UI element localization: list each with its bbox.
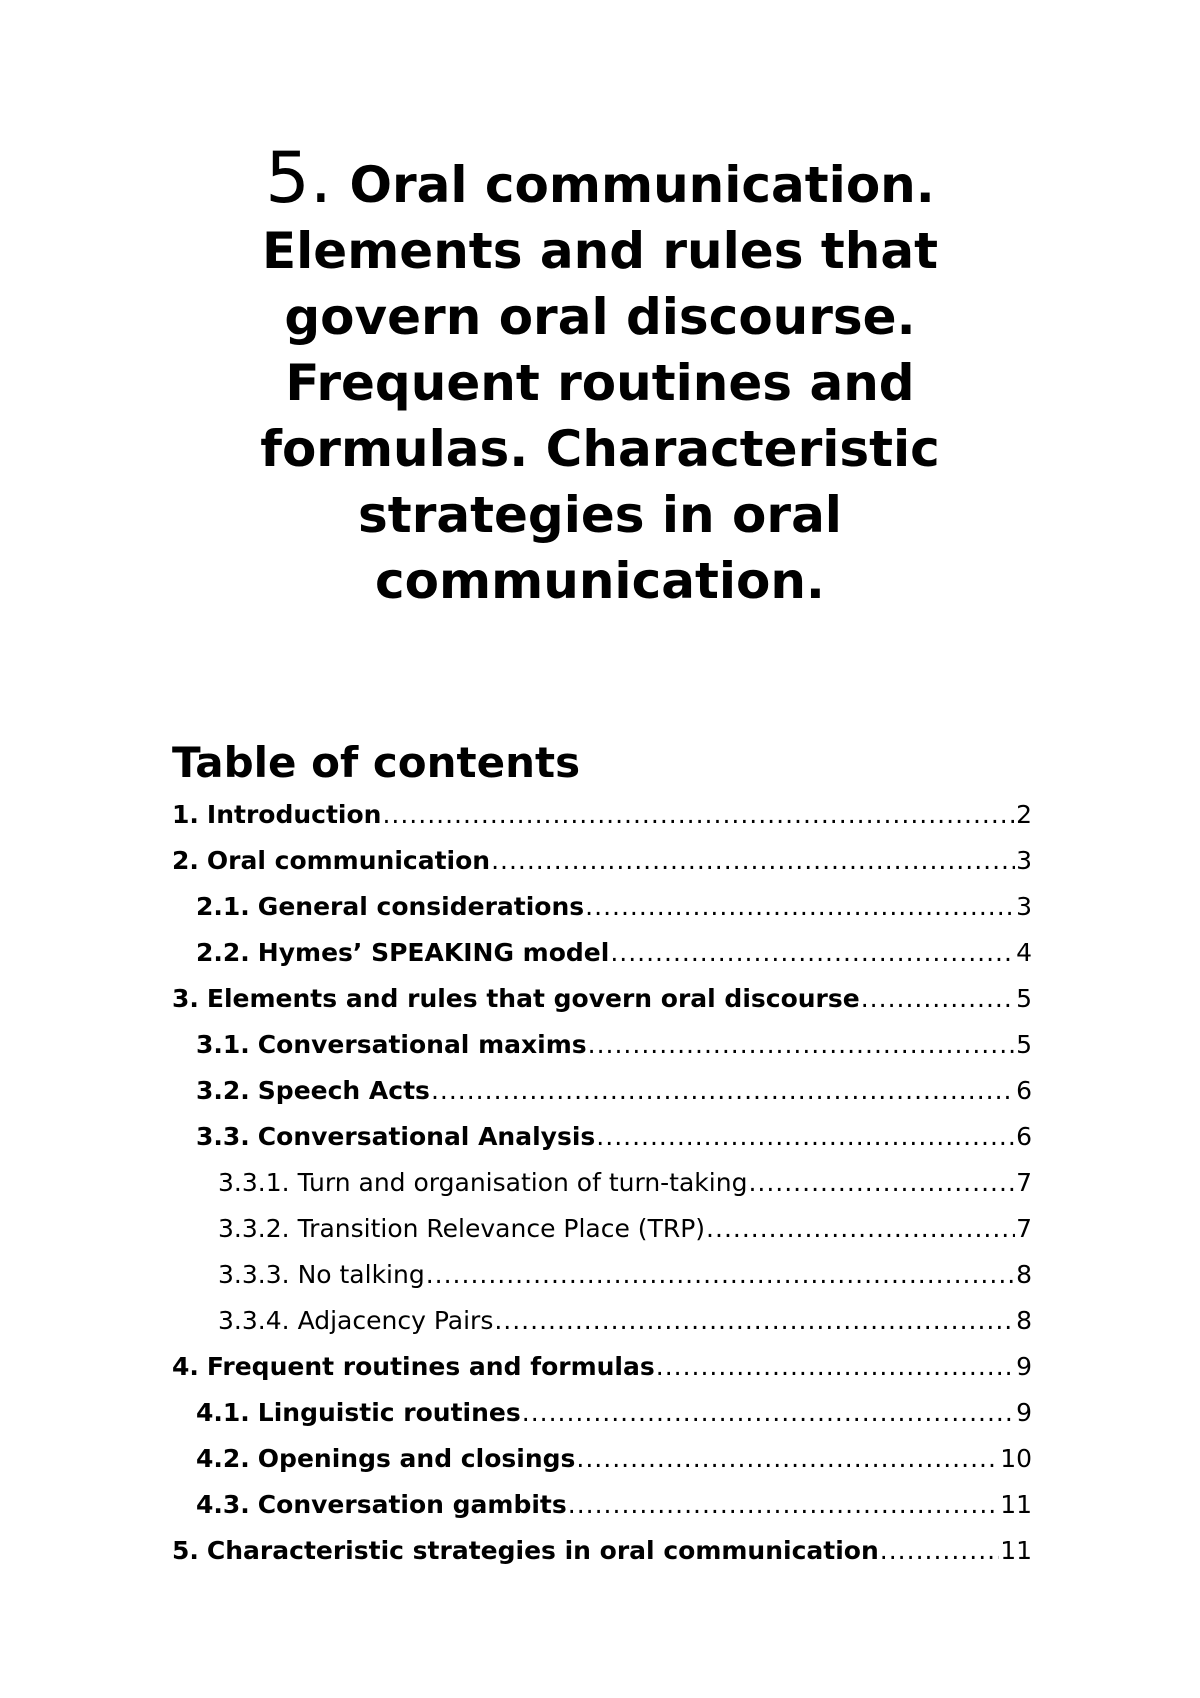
toc-entry-label: No talking: [297, 1260, 425, 1289]
title-line: Frequent routines and: [285, 354, 915, 412]
toc-entry-number: 2.: [172, 846, 199, 875]
toc-entry-page: 4: [1016, 938, 1032, 967]
toc-leader-dots: [382, 797, 1015, 833]
toc-entry-page: 10: [1000, 1444, 1032, 1473]
toc-entry[interactable]: [196, 1395, 1032, 1431]
toc-entry-number: 1.: [172, 800, 199, 829]
toc-entry-number: 3.: [172, 984, 199, 1013]
toc-entry-page: 7: [1016, 1214, 1032, 1243]
toc-entry[interactable]: [172, 981, 1032, 1017]
title-line: Oral communication.: [349, 156, 935, 214]
toc-entry-page: 8: [1016, 1260, 1032, 1289]
toc-entry-label: Hymes’ SPEAKING model: [257, 938, 610, 967]
toc-leader-dots: [568, 1487, 999, 1523]
toc-entry-page: 2: [1016, 800, 1032, 829]
toc-entry[interactable]: [196, 1441, 1032, 1477]
toc-entry-label: Conversation gambits: [257, 1490, 567, 1519]
toc-entry-page: 6: [1016, 1122, 1032, 1151]
title-line: formulas. Characteristic: [260, 420, 940, 478]
toc-entry-number: 3.2.: [196, 1076, 250, 1105]
toc-leader-dots: [748, 1165, 1015, 1201]
toc-entry-label: Speech Acts: [257, 1076, 430, 1105]
document-title: [200, 137, 1000, 614]
toc-leader-dots: [861, 981, 1015, 1017]
toc-entry[interactable]: [196, 1487, 1032, 1523]
toc-entry-number: 3.3.3.: [218, 1260, 290, 1289]
toc-entry[interactable]: [218, 1257, 1032, 1293]
toc-entry[interactable]: [172, 1349, 1032, 1385]
toc-entry[interactable]: [196, 1027, 1032, 1063]
toc-entry-number: 2.2.: [196, 938, 250, 967]
toc-entry-label: Characteristic strategies in oral communication: [206, 1536, 879, 1565]
toc-leader-dots: [706, 1211, 1015, 1247]
toc-entry-label: Adjacency Pairs: [297, 1306, 494, 1335]
title-line: communication.: [375, 552, 825, 610]
toc-entry-number: 3.3.4.: [218, 1306, 290, 1335]
toc-entry-page: 9: [1016, 1398, 1032, 1427]
title-line: govern oral discourse.: [284, 288, 916, 346]
toc-entry[interactable]: [196, 1119, 1032, 1155]
toc-entry-number: 3.3.: [196, 1122, 250, 1151]
toc-entry-page: 9: [1016, 1352, 1032, 1381]
title-line: Elements and rules that: [261, 222, 939, 280]
toc-entry[interactable]: [218, 1211, 1032, 1247]
toc-entry-number: 2.1.: [196, 892, 250, 921]
toc-heading: Table of contents: [172, 738, 581, 787]
toc-entry-number: 4.: [172, 1352, 199, 1381]
toc-entry[interactable]: [196, 1073, 1032, 1109]
toc-entry-number: 3.3.2.: [218, 1214, 290, 1243]
toc-entry-page: 6: [1016, 1076, 1032, 1105]
title-number: 5.: [265, 137, 333, 219]
toc-entry[interactable]: [172, 843, 1032, 879]
toc-entry-number: 3.3.1.: [218, 1168, 290, 1197]
toc-entry[interactable]: [196, 889, 1032, 925]
toc-leader-dots: [431, 1073, 1015, 1109]
toc-entry-label: Turn and organisation of turn-taking: [297, 1168, 748, 1197]
toc-entry[interactable]: [172, 1533, 1032, 1569]
toc-entry[interactable]: [218, 1303, 1032, 1339]
toc-leader-dots: [426, 1257, 1015, 1293]
title-line: strategies in oral: [358, 486, 842, 544]
toc-entry-number: 3.1.: [196, 1030, 250, 1059]
toc-entry-label: Oral communication: [206, 846, 491, 875]
toc-entry-page: 5: [1016, 984, 1032, 1013]
toc-entry-page: 5: [1016, 1030, 1032, 1059]
toc-entry-page: 8: [1016, 1306, 1032, 1335]
toc-leader-dots: [491, 843, 1015, 879]
toc-entry-label: Elements and rules that govern oral discourse: [206, 984, 860, 1013]
toc-entry-page: 7: [1016, 1168, 1032, 1197]
toc-entry-label: Transition Relevance Place (TRP): [297, 1214, 706, 1243]
toc-leader-dots: [576, 1441, 999, 1477]
toc-entry-page: 11: [1000, 1536, 1032, 1565]
toc-leader-dots: [610, 935, 1015, 971]
toc-entry-page: 3: [1016, 892, 1032, 921]
toc-leader-dots: [522, 1395, 1015, 1431]
toc-entry-label: Introduction: [206, 800, 382, 829]
toc-entry-page: 3: [1016, 846, 1032, 875]
toc-leader-dots: [880, 1533, 999, 1569]
toc-entry-label: Conversational Analysis: [257, 1122, 596, 1151]
toc-leader-dots: [585, 889, 1015, 925]
toc-leader-dots: [494, 1303, 1015, 1339]
toc-entry[interactable]: [172, 797, 1032, 833]
toc-entry-label: Frequent routines and formulas: [206, 1352, 655, 1381]
toc-entry-label: Linguistic routines: [257, 1398, 521, 1427]
toc-entry-number: 5.: [172, 1536, 199, 1565]
toc-entry[interactable]: [218, 1165, 1032, 1201]
toc-leader-dots: [596, 1119, 1015, 1155]
toc-entry-number: 4.3.: [196, 1490, 250, 1519]
toc-leader-dots: [656, 1349, 1015, 1385]
toc-entry-page: 11: [1000, 1490, 1032, 1519]
toc-entry-label: General considerations: [257, 892, 585, 921]
toc-entry[interactable]: [196, 935, 1032, 971]
toc-entry-label: Openings and closings: [257, 1444, 576, 1473]
toc-entry-label: Conversational maxims: [257, 1030, 587, 1059]
toc-leader-dots: [588, 1027, 1015, 1063]
toc-entry-number: 4.1.: [196, 1398, 250, 1427]
toc-entry-number: 4.2.: [196, 1444, 250, 1473]
